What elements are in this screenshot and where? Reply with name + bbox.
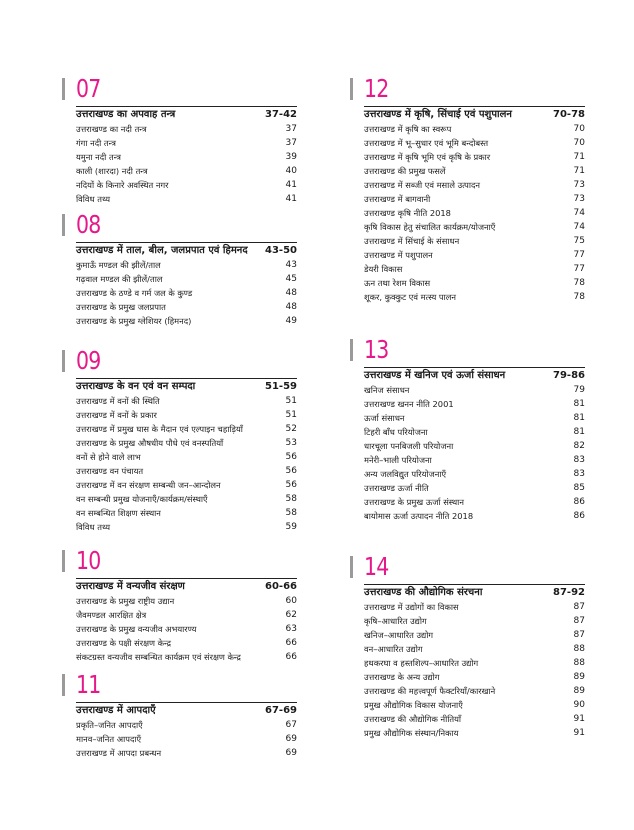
- topic-page-number: 69: [285, 748, 297, 758]
- topic-page-number: 43: [285, 260, 297, 270]
- topic-page-number: 83: [573, 455, 585, 465]
- topic-page-number: 51: [285, 396, 297, 406]
- topic-row[interactable]: [364, 164, 585, 178]
- topic-label: अन्य जलविद्युत परियोजनाएँ: [364, 469, 447, 479]
- topic-row[interactable]: [76, 272, 297, 286]
- topic-row[interactable]: [76, 506, 297, 520]
- chapter-topic-list: [364, 383, 585, 523]
- topic-row[interactable]: [364, 262, 585, 276]
- topic-label: उत्तराखण्ड में उद्योगों का विकास: [364, 602, 459, 612]
- topic-label: उत्तराखण्ड ऊर्जा नीति: [364, 483, 429, 493]
- topic-label: उत्तराखण्ड की प्रमुख फसलें: [364, 166, 446, 176]
- topic-label: कृषि विकास हेतु संचालित कार्यक्रम/योजनाएँ: [364, 222, 496, 232]
- topic-label: गंगा नदी तन्त्र: [76, 138, 116, 148]
- topic-page-number: 71: [573, 152, 585, 162]
- chapter-topic-list: [364, 600, 585, 740]
- topic-label: नदियों के किनारे अवस्थित नगर: [76, 180, 169, 190]
- topic-label: धारचूला पनबिजली परियोजना: [364, 441, 454, 451]
- topic-page-number: 70: [573, 138, 585, 148]
- topic-row[interactable]: [364, 206, 585, 220]
- topic-row[interactable]: [364, 439, 585, 453]
- topic-label: मानव–जनित आपदाएँ: [76, 734, 142, 744]
- chapter-marker-bar: [350, 556, 353, 578]
- topic-label: उत्तराखण्ड में वनों के प्रकार: [76, 410, 157, 420]
- topic-page-number: 62: [285, 610, 297, 620]
- chapter-page-range: 43-50: [265, 245, 297, 256]
- topic-row[interactable]: [76, 136, 297, 150]
- topic-label: डेयरी विकास: [364, 264, 403, 274]
- topic-row[interactable]: [364, 178, 585, 192]
- chapter-heading: [76, 242, 297, 328]
- topic-label: उत्तराखण्ड के प्रमुख वन्यजीव अभयारण्य: [76, 624, 197, 634]
- topic-page-number: 69: [285, 734, 297, 744]
- topic-label: वन–आधारित उद्योग: [364, 644, 423, 654]
- topic-row[interactable]: [76, 492, 297, 506]
- topic-page-number: 87: [573, 616, 585, 626]
- topic-label: यमुना नदी तन्त्र: [76, 152, 121, 162]
- topic-row[interactable]: [76, 478, 297, 492]
- chapter-number: 09: [76, 346, 101, 375]
- topic-label: विविध तथ्य: [76, 522, 111, 532]
- chapter-title[interactable]: उत्तराखण्ड में कृषि, सिंचाई एवं पशुपालन: [364, 109, 512, 120]
- topic-page-number: 37: [285, 124, 297, 134]
- topic-row[interactable]: [76, 520, 297, 534]
- topic-label: वनों से होने वाले लाभ: [76, 452, 141, 462]
- topic-label: उत्तराखण्ड का नदी तन्त्र: [76, 124, 147, 134]
- topic-page-number: 56: [285, 466, 297, 476]
- topic-page-number: 60: [285, 596, 297, 606]
- chapter-title[interactable]: उत्तराखण्ड में खनिज एवं ऊर्जा संसाधन: [364, 370, 506, 381]
- topic-label: उत्तराखण्ड में वनों की स्थिति: [76, 396, 160, 406]
- topic-page-number: 48: [285, 288, 297, 298]
- chapter-topic-list: [76, 258, 297, 328]
- topic-label: गढ़वाल मण्डल की झीलें/ताल: [76, 274, 163, 284]
- topic-label: उत्तराखण्ड में कृषि का स्वरूप: [364, 124, 452, 134]
- topic-row[interactable]: [364, 684, 585, 698]
- topic-page-number: 66: [285, 638, 297, 648]
- topic-label: कृषि–आधारित उद्योग: [364, 616, 427, 626]
- topic-row[interactable]: [76, 746, 297, 760]
- topic-label: उत्तराखण्ड कृषि नीति 2018: [364, 208, 451, 218]
- topic-page-number: 56: [285, 480, 297, 490]
- topic-row[interactable]: [364, 642, 585, 656]
- topic-label: उत्तराखण्ड में बागवानी: [364, 194, 431, 204]
- topic-row[interactable]: [76, 450, 297, 464]
- topic-row[interactable]: [76, 300, 297, 314]
- topic-page-number: 77: [573, 264, 585, 274]
- chapter-page-range: 60-66: [265, 581, 297, 592]
- chapter-heading: [364, 584, 585, 740]
- topic-page-number: 58: [285, 508, 297, 518]
- topic-label: प्रकृति–जनित आपदाएँ: [76, 720, 143, 730]
- topic-label: टिहरी बाँध परियोजना: [364, 427, 428, 437]
- topic-page-number: 67: [285, 720, 297, 730]
- chapter-page-range: 51-59: [265, 381, 297, 392]
- topic-label: कुमाऊँ मण्डल की झीलें/ताल: [76, 260, 161, 270]
- topic-label: उत्तराखण्ड में सिंचाई के संसाधन: [364, 236, 460, 246]
- chapter-heading: [364, 367, 585, 523]
- chapter-marker-bar: [350, 78, 353, 100]
- topic-page-number: 70: [573, 124, 585, 134]
- topic-page-number: 45: [285, 274, 297, 284]
- topic-label: प्रमुख औद्योगिक विकास योजनाएँ: [364, 700, 463, 710]
- topic-label: उत्तराखण्ड के प्रमुख जलप्रपात: [76, 302, 166, 312]
- chapter-title[interactable]: उत्तराखण्ड में ताल, बील, जलप्रपात एवं हिमनद: [76, 245, 248, 256]
- topic-row[interactable]: [364, 136, 585, 150]
- chapter-title[interactable]: उत्तराखण्ड में वन्यजीव संरक्षण: [76, 581, 185, 592]
- topic-row[interactable]: [364, 600, 585, 614]
- topic-label: वन सम्बन्धी प्रमुख योजनाएँ/कार्यक्रम/संस्थाएँ: [76, 494, 208, 504]
- topic-row[interactable]: [76, 178, 297, 192]
- topic-label: उत्तराखण्ड में आपदा प्रबन्धन: [76, 748, 162, 758]
- chapter-heading: [364, 106, 585, 304]
- topic-label: काली (शारदा) नदी तन्त्र: [76, 166, 148, 176]
- topic-page-number: 91: [573, 714, 585, 724]
- topic-row[interactable]: [364, 698, 585, 712]
- chapter-topic-list: [76, 594, 297, 664]
- chapter-number: 12: [364, 74, 389, 103]
- topic-page-number: 59: [285, 522, 297, 532]
- chapter-number: 14: [364, 552, 389, 581]
- chapter-marker-bar: [62, 674, 65, 696]
- topic-row[interactable]: [364, 453, 585, 467]
- topic-label: प्रमुख औद्योगिक संस्थान/निकाय: [364, 728, 459, 738]
- topic-page-number: 58: [285, 494, 297, 504]
- topic-label: खनिज–आधारित उद्योग: [364, 630, 434, 640]
- topic-page-number: 74: [573, 222, 585, 232]
- chapter-title[interactable]: उत्तराखण्ड का अपवाह तन्त्र: [76, 109, 176, 120]
- topic-label: उत्तराखण्ड खनन नीति 2001: [364, 399, 454, 409]
- topic-row[interactable]: [76, 464, 297, 478]
- chapter-page-range: 79-86: [553, 370, 585, 381]
- topic-row[interactable]: [364, 670, 585, 684]
- topic-row[interactable]: [76, 192, 297, 206]
- topic-label: उत्तराखण्ड में सब्जी एवं मसाले उत्पादन: [364, 180, 480, 190]
- topic-row[interactable]: [76, 122, 297, 136]
- topic-page-number: 49: [285, 316, 297, 326]
- topic-row[interactable]: [76, 150, 297, 164]
- topic-page-number: 82: [573, 441, 585, 451]
- topic-row[interactable]: [364, 712, 585, 726]
- chapter-page-range: 70-78: [553, 109, 585, 120]
- topic-row[interactable]: [364, 467, 585, 481]
- topic-page-number: 79: [573, 385, 585, 395]
- topic-label: उत्तराखण्ड में कृषि भूमि एवं कृषि के प्रकार: [364, 152, 491, 162]
- topic-label: उत्तराखण्ड के प्रमुख ग्लेशियर (हिमनद): [76, 316, 192, 326]
- topic-label: शूकर, कुक्कुट एवं मत्स्य पालन: [364, 292, 456, 302]
- topic-row[interactable]: [364, 411, 585, 425]
- topic-label: उत्तराखण्ड के पक्षी संरक्षण केन्द्र: [76, 638, 172, 648]
- topic-row[interactable]: [364, 290, 585, 304]
- chapter-topic-list: [76, 394, 297, 534]
- topic-row[interactable]: [364, 495, 585, 509]
- topic-row[interactable]: [364, 509, 585, 523]
- topic-row[interactable]: [76, 608, 297, 622]
- topic-label: उत्तराखण्ड के ठण्डे व गर्म जल के कुण्ड: [76, 288, 193, 298]
- topic-row[interactable]: [364, 656, 585, 670]
- chapter-topic-list: [76, 718, 297, 760]
- topic-page-number: 75: [573, 236, 585, 246]
- topic-page-number: 73: [573, 194, 585, 204]
- topic-page-number: 52: [285, 424, 297, 434]
- topic-row[interactable]: [76, 422, 297, 436]
- chapter-page-range: 37-42: [265, 109, 297, 120]
- topic-label: उत्तराखण्ड के प्रमुख औषधीय पौधे एवं वनस्पतियाँ: [76, 438, 224, 448]
- topic-label: विविध तथ्य: [76, 194, 111, 204]
- topic-row[interactable]: [364, 248, 585, 262]
- chapter-marker-bar: [62, 78, 65, 100]
- topic-page-number: 89: [573, 672, 585, 682]
- chapter-page-range: 67-69: [265, 705, 297, 716]
- topic-row[interactable]: [76, 732, 297, 746]
- topic-page-number: 81: [573, 413, 585, 423]
- chapter-number: 13: [364, 335, 389, 364]
- topic-page-number: 81: [573, 427, 585, 437]
- chapter-topic-list: [76, 122, 297, 206]
- topic-row[interactable]: [364, 614, 585, 628]
- chapter-marker-bar: [62, 350, 65, 372]
- topic-page-number: 74: [573, 208, 585, 218]
- chapter-title[interactable]: उत्तराखण्ड के वन एवं वन सम्पदा: [76, 381, 196, 392]
- chapter-title[interactable]: उत्तराखण्ड में आपदाएँ: [76, 705, 156, 716]
- chapter-page-range: 87-92: [553, 587, 585, 598]
- topic-label: उत्तराखण्ड की औद्योगिक नीतियाँ: [364, 714, 462, 724]
- topic-label: हथकरघा व हस्तशिल्प–आधारित उद्योग: [364, 658, 479, 668]
- topic-page-number: 40: [285, 166, 297, 176]
- topic-page-number: 53: [285, 438, 297, 448]
- chapter-marker-bar: [350, 339, 353, 361]
- topic-label: उत्तराखण्ड के अन्य उद्योग: [364, 672, 440, 682]
- topic-page-number: 86: [573, 497, 585, 507]
- topic-page-number: 91: [573, 728, 585, 738]
- topic-row[interactable]: [364, 481, 585, 495]
- topic-page-number: 37: [285, 138, 297, 148]
- topic-row[interactable]: [364, 397, 585, 411]
- chapter-number: 07: [76, 74, 101, 103]
- topic-label: उत्तराखण्ड वन पंचायत: [76, 466, 144, 476]
- topic-page-number: 83: [573, 469, 585, 479]
- topic-row[interactable]: [364, 383, 585, 397]
- topic-page-number: 77: [573, 250, 585, 260]
- topic-label: जैवमण्डल आरक्षित क्षेत्र: [76, 610, 147, 620]
- topic-page-number: 87: [573, 602, 585, 612]
- chapter-topic-list: [364, 122, 585, 304]
- chapter-marker-bar: [62, 550, 65, 572]
- topic-label: उत्तराखण्ड के प्रमुख ऊर्जा संस्थान: [364, 497, 464, 507]
- topic-row[interactable]: [76, 650, 297, 664]
- chapter-number: 08: [76, 210, 101, 239]
- topic-row[interactable]: [76, 622, 297, 636]
- topic-label: उत्तराखण्ड की महत्त्वपूर्ण फैक्टरियाँ/कारखाने: [364, 686, 496, 696]
- topic-label: वन सम्बन्धित शिक्षण संस्थान: [76, 508, 161, 518]
- topic-row[interactable]: [364, 150, 585, 164]
- topic-page-number: 81: [573, 399, 585, 409]
- topic-row[interactable]: [364, 276, 585, 290]
- chapter-number: 11: [76, 670, 101, 699]
- topic-row[interactable]: [76, 436, 297, 450]
- topic-label: बायोमास ऊर्जा उत्पादन नीति 2018: [364, 511, 474, 521]
- topic-row[interactable]: [364, 220, 585, 234]
- topic-row[interactable]: [364, 122, 585, 136]
- topic-page-number: 51: [285, 410, 297, 420]
- topic-label: उत्तराखण्ड में वन संरक्षण सम्बन्धी जन–आन्दोलन: [76, 480, 221, 490]
- topic-page-number: 56: [285, 452, 297, 462]
- topic-page-number: 73: [573, 180, 585, 190]
- topic-label: संकटग्रस्त वन्यजीव सम्बन्धित कार्यक्रम एवं संरक्षण केन्द्र: [76, 652, 241, 662]
- topic-page-number: 63: [285, 624, 297, 634]
- topic-label: उत्तराखण्ड में भू–सुधार एवं भूमि बन्दोबस्त: [364, 138, 489, 148]
- topic-row[interactable]: [364, 628, 585, 642]
- topic-label: मनेरी–भाली परियोजना: [364, 455, 432, 465]
- topic-label: उत्तराखण्ड में प्रमुख घास के मैदान एवं एल्पाइन चहाड़ियाँ: [76, 424, 243, 434]
- topic-row[interactable]: [76, 286, 297, 300]
- topic-page-number: 88: [573, 658, 585, 668]
- topic-page-number: 66: [285, 652, 297, 662]
- topic-row[interactable]: [76, 636, 297, 650]
- chapter-title[interactable]: उत्तराखण्ड की औद्योगिक संरचना: [364, 587, 483, 598]
- topic-page-number: 41: [285, 194, 297, 204]
- topic-row[interactable]: [76, 164, 297, 178]
- chapter-marker-bar: [62, 214, 65, 236]
- chapter-heading: [76, 378, 297, 534]
- topic-label: खनिज संसाधन: [364, 385, 410, 395]
- topic-row[interactable]: [364, 192, 585, 206]
- topic-row[interactable]: [364, 726, 585, 740]
- topic-row[interactable]: [76, 408, 297, 422]
- topic-page-number: 86: [573, 511, 585, 521]
- chapter-number: 10: [76, 546, 101, 575]
- topic-page-number: 90: [573, 700, 585, 710]
- topic-page-number: 48: [285, 302, 297, 312]
- topic-page-number: 78: [573, 292, 585, 302]
- topic-label: ऊर्जा संसाधन: [364, 413, 405, 423]
- topic-row[interactable]: [76, 314, 297, 328]
- topic-row[interactable]: [364, 425, 585, 439]
- topic-row[interactable]: [364, 234, 585, 248]
- chapter-heading: [76, 578, 297, 664]
- topic-page-number: 88: [573, 644, 585, 654]
- topic-page-number: 39: [285, 152, 297, 162]
- chapter-heading: [76, 106, 297, 206]
- chapter-heading: [76, 702, 297, 760]
- topic-label: ऊन तथा रेशम विकास: [364, 278, 431, 288]
- topic-page-number: 78: [573, 278, 585, 288]
- topic-page-number: 87: [573, 630, 585, 640]
- topic-page-number: 41: [285, 180, 297, 190]
- topic-page-number: 71: [573, 166, 585, 176]
- topic-row[interactable]: [76, 258, 297, 272]
- topic-label: उत्तराखण्ड के प्रमुख राष्ट्रीय उद्यान: [76, 596, 175, 606]
- topic-label: उत्तराखण्ड में पशुपालन: [364, 250, 433, 260]
- topic-row[interactable]: [76, 594, 297, 608]
- topic-row[interactable]: [76, 394, 297, 408]
- topic-page-number: 89: [573, 686, 585, 696]
- topic-page-number: 85: [573, 483, 585, 493]
- topic-row[interactable]: [76, 718, 297, 732]
